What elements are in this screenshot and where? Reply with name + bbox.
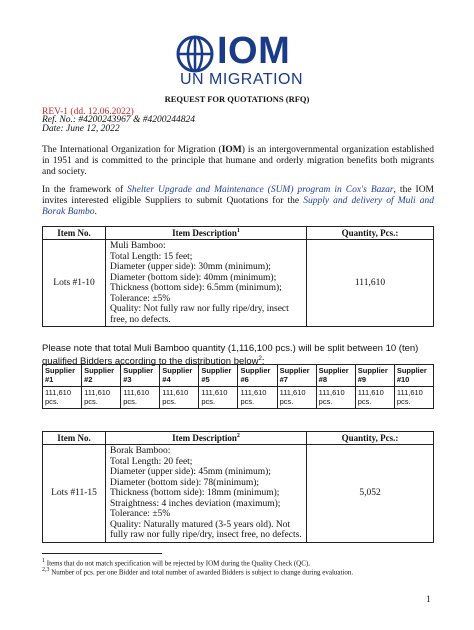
supplier-quantity bbox=[43, 387, 82, 409]
table-row bbox=[43, 240, 434, 327]
item-no-cell: Lots #11-15 bbox=[43, 445, 106, 543]
quantity-unit: pcs. bbox=[279, 397, 294, 406]
supplier-quantity bbox=[277, 387, 316, 409]
quantity-value: 111,610 bbox=[201, 388, 228, 397]
supplier-label: Supplier bbox=[318, 366, 349, 375]
intro-text-a: The International Organization for Migration ( bbox=[42, 145, 222, 155]
framework-paragraph bbox=[42, 185, 434, 218]
desc-line: Muli Bamboo: bbox=[110, 241, 166, 251]
supplier-quantity bbox=[238, 387, 277, 409]
desc-line: Thickness (bottom side): 18mm (minimum); bbox=[110, 488, 280, 498]
quantity-unit: pcs. bbox=[357, 397, 372, 406]
quantity-unit: pcs. bbox=[123, 397, 137, 406]
desc-line: Diameter (bottom side): 78(minimum); bbox=[110, 477, 260, 488]
intro-text-c: ) is an intergovernmental organization established in 1951 and is committed to the principle that humane and orderly migration benefits both migrants and society. bbox=[42, 145, 434, 177]
item-description-header bbox=[106, 432, 307, 445]
desc-line: Quality: Not fully raw nor fully ripe/dry, insect free, no defects. bbox=[110, 304, 289, 325]
ref-prefix: Ref. No.: bbox=[42, 115, 79, 125]
desc-line: Diameter (bottom side): 40mm (minimum); bbox=[110, 272, 277, 283]
quantity-unit: pcs. bbox=[318, 397, 333, 406]
item-no-cell: Lots #1-10 bbox=[43, 240, 106, 327]
supplier-number: #4 bbox=[162, 375, 171, 384]
quantity-unit: pcs. bbox=[45, 397, 59, 406]
supplier-header bbox=[316, 365, 355, 387]
supplier-header bbox=[355, 365, 394, 387]
desc-line: Diameter (upper side): 45mm (minimum); bbox=[110, 467, 271, 477]
supplier-label: Supplier bbox=[123, 366, 154, 375]
revision-label: REV-1 (dd. 12.06.2022) bbox=[42, 107, 134, 117]
iom-logo bbox=[175, 30, 305, 89]
supplier-header-row bbox=[43, 365, 434, 387]
supplier-label: Supplier bbox=[396, 366, 427, 375]
supplier-header bbox=[43, 365, 82, 387]
supplier-distribution-table bbox=[42, 364, 434, 409]
item-description-header bbox=[106, 227, 307, 240]
program-name: Shelter Upgrade and Maintenance (SUM) program in Cox's Bazar bbox=[127, 185, 394, 195]
item-no-header: Item No. bbox=[43, 432, 106, 445]
supplier-number: #2 bbox=[84, 375, 93, 384]
quantity-unit: pcs. bbox=[201, 397, 216, 406]
supplier-header bbox=[394, 365, 433, 387]
item-no-header: Item No. bbox=[43, 227, 106, 240]
quantity-value: 111,610 bbox=[240, 388, 267, 397]
quantity-value: 111,610 bbox=[45, 388, 71, 397]
supplier-quantity bbox=[199, 387, 238, 409]
distribution-note-text: Please note that total Muli Bamboo quantity (1,116,100 pcs.) will be split between 10 (ten) qualified Bidders according to the distribution below bbox=[42, 343, 419, 368]
supplier-number: #9 bbox=[357, 375, 367, 384]
desc-line: Tolerance: ±5% bbox=[110, 509, 171, 519]
framework-text-e: . bbox=[94, 207, 97, 217]
supplier-number: #5 bbox=[201, 375, 210, 384]
supplier-header bbox=[82, 365, 121, 387]
supplier-number: #3 bbox=[123, 375, 132, 384]
supplier-header bbox=[160, 365, 199, 387]
quantity-value: 111,610 bbox=[162, 388, 189, 397]
document-title: REQUEST FOR QUOTATIONS (RFQ) bbox=[164, 94, 310, 104]
item-description-cell bbox=[106, 445, 307, 543]
item-description-cell bbox=[106, 240, 307, 327]
document-date bbox=[42, 124, 120, 134]
supplier-values-row bbox=[43, 387, 434, 409]
supplier-number: #6 bbox=[240, 375, 249, 384]
supplier-label: Supplier bbox=[357, 366, 388, 375]
footnote-ref: 2 bbox=[258, 356, 262, 362]
quantity-unit: pcs. bbox=[396, 397, 411, 406]
supplier-quantity bbox=[121, 387, 160, 409]
desc-line: Thickness (bottom side): 6.5mm (minimum); bbox=[110, 283, 282, 293]
quantity-unit: pcs. bbox=[240, 397, 255, 406]
supply-subject: Supply and delivery of Muli and Borak Bambo bbox=[42, 196, 434, 217]
framework-text-c: , the IOM invites interested eligible Suppliers to submit Quotations for the bbox=[42, 185, 435, 206]
quantity-value: 111,610 bbox=[318, 388, 345, 397]
supplier-header bbox=[199, 365, 238, 387]
desc-line: Straightness: 4 inches deviation (maximum); bbox=[110, 498, 281, 509]
quantity-unit: pcs. bbox=[84, 397, 98, 406]
table-header-row bbox=[43, 227, 434, 240]
supplier-label: Supplier bbox=[201, 366, 232, 375]
quantity-value: 111,610 bbox=[123, 388, 150, 397]
footnote-text: Number of pcs. per one Bidder and total number of awarded Bidders is subject to change during evaluation. bbox=[49, 568, 354, 577]
logo-subtitle: UN MIGRATION bbox=[180, 71, 304, 88]
quantity-cell: 5,052 bbox=[307, 445, 434, 543]
supplier-quantity bbox=[160, 387, 199, 409]
quantity-cell: 111,610 bbox=[307, 240, 434, 327]
borak-bamboo-table bbox=[42, 431, 434, 543]
supplier-number: #7 bbox=[279, 375, 288, 384]
supplier-label: Supplier bbox=[45, 366, 76, 375]
distribution-note-end: : bbox=[261, 356, 265, 368]
footnote-divider bbox=[42, 553, 162, 554]
muli-bamboo-table bbox=[42, 226, 434, 327]
item-description-header-text: Item Description bbox=[172, 433, 237, 443]
quantity-value: 111,610 bbox=[279, 388, 306, 397]
supplier-label: Supplier bbox=[162, 366, 193, 375]
table-row bbox=[43, 445, 434, 543]
logo-wordmark: IOM bbox=[217, 30, 291, 72]
desc-line: Total Length: 20 feet; bbox=[110, 456, 193, 467]
desc-line: Borak Bamboo: bbox=[110, 446, 171, 456]
intro-text-bold: IOM bbox=[221, 145, 242, 155]
footnote-2 bbox=[42, 566, 442, 576]
footnote-text: Items that do not match specification will be rejected by IOM during the Quality Check (QC). bbox=[45, 559, 310, 568]
quantity-header: Quantity, Pcs.: bbox=[307, 432, 434, 445]
supplier-label: Supplier bbox=[240, 366, 271, 375]
framework-text-a: In the framework of bbox=[42, 185, 128, 195]
footnote-ref: 2 bbox=[236, 433, 240, 439]
quantity-value: 111,610 bbox=[357, 388, 384, 397]
supplier-number: #1 bbox=[45, 375, 54, 384]
supplier-header bbox=[121, 365, 160, 387]
date-prefix: Date: bbox=[42, 124, 67, 134]
item-description-header-text: Item Description bbox=[172, 228, 237, 238]
ref-value: #4200243967 & #4200244824 bbox=[78, 115, 196, 125]
footnote-ref: 1 bbox=[236, 228, 240, 234]
supplier-header bbox=[277, 365, 316, 387]
globe-icon bbox=[175, 34, 215, 74]
desc-line: Quality: Naturally matured (3-5 years old). Not fully raw nor fully ripe/dry, insect free, no defects. bbox=[110, 519, 302, 540]
intro-paragraph bbox=[42, 145, 434, 178]
supplier-number: #8 bbox=[318, 375, 327, 384]
desc-line: Diameter (upper side): 30mm (minimum); bbox=[110, 262, 271, 272]
quantity-value: 111,610 bbox=[396, 388, 423, 397]
supplier-label: Supplier bbox=[279, 366, 310, 375]
desc-line: Tolerance: ±5% bbox=[110, 293, 171, 304]
supplier-label: Supplier bbox=[84, 366, 115, 375]
supplier-header bbox=[238, 365, 277, 387]
desc-line: Total Length: 15 feet; bbox=[110, 251, 193, 262]
supplier-quantity bbox=[316, 387, 355, 409]
quantity-unit: pcs. bbox=[162, 397, 177, 406]
page-number: 1 bbox=[426, 594, 431, 604]
table-header-row bbox=[43, 432, 434, 445]
footnote-mark: 1 bbox=[42, 558, 45, 564]
quantity-value: 111,610 bbox=[84, 388, 111, 397]
quantity-header: Quantity, Pcs.: bbox=[307, 227, 434, 240]
supplier-quantity bbox=[355, 387, 394, 409]
supplier-quantity bbox=[82, 387, 121, 409]
footnote-mark: 2,3 bbox=[42, 567, 50, 573]
supplier-number: #10 bbox=[396, 375, 410, 384]
date-value: June 12, 2022 bbox=[66, 124, 120, 134]
supplier-quantity bbox=[394, 387, 433, 409]
